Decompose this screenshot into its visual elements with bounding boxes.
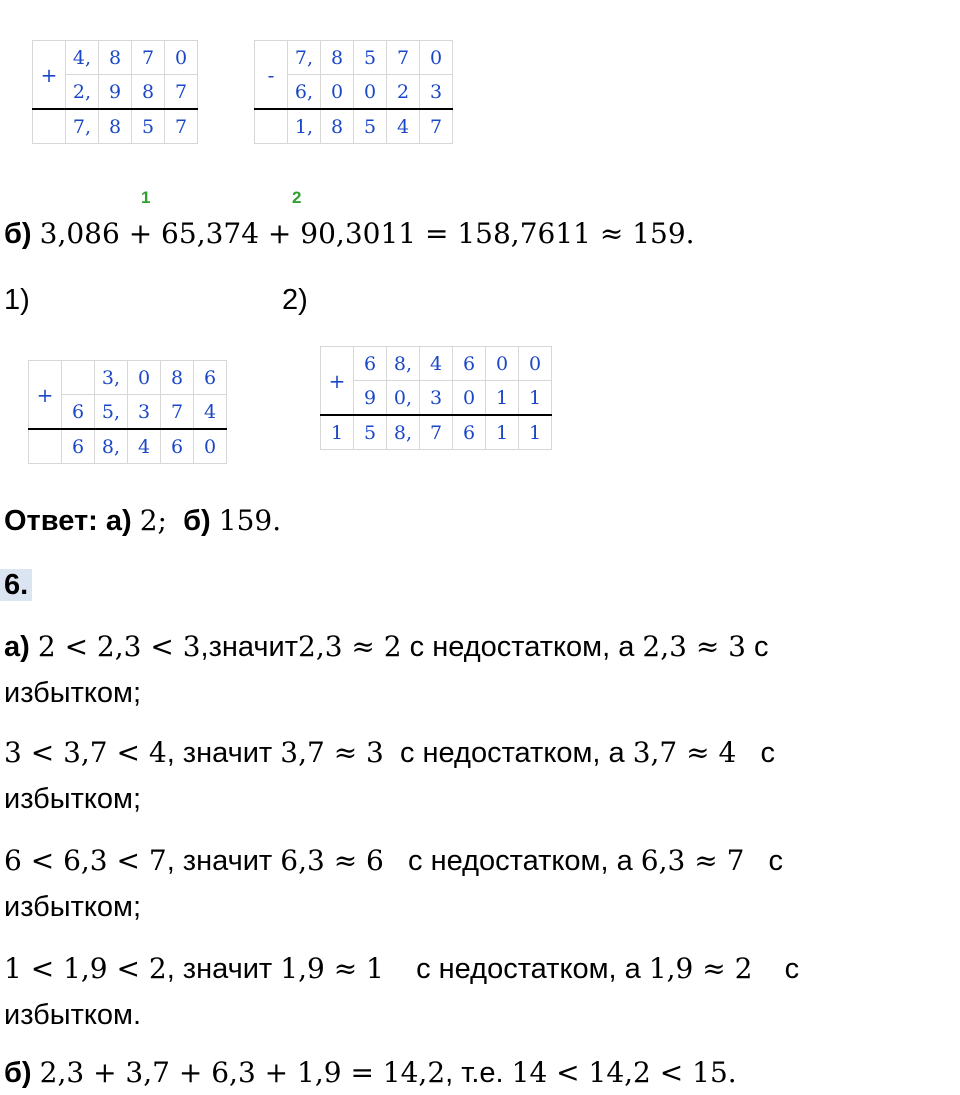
digit: 7 <box>165 109 198 144</box>
digit: 6 <box>194 361 227 395</box>
digit: 3 <box>420 381 453 416</box>
connector-text: с недостатком, а <box>401 631 643 663</box>
line-a-2 <box>4 736 775 771</box>
digit: 3 <box>128 395 161 430</box>
connector-text: с <box>746 631 769 663</box>
digit: 8 <box>99 109 132 144</box>
digit: 3, <box>95 361 128 395</box>
connector-text: с недостатком, а <box>383 737 633 769</box>
column-addition-2 <box>28 360 227 464</box>
digit: 0 <box>194 429 227 464</box>
approx-high: 3,7 ≈ 4 <box>632 736 737 769</box>
operator: - <box>255 41 288 110</box>
answer-b-value: 159. <box>218 504 282 537</box>
connector-text: с недостатком, а <box>383 845 641 877</box>
connector-text: ,значит <box>200 631 298 663</box>
digit: 8, <box>387 415 420 450</box>
part-b-expression: 3,086 + 65,374 + 90,3011 = 158,7611 ≈ 159. <box>39 217 695 250</box>
digit: 0 <box>486 347 519 381</box>
task-number-text: 6. <box>0 569 32 601</box>
column-addition-3 <box>320 346 552 450</box>
digit: 6 <box>62 429 95 464</box>
connector-text: , значит <box>166 953 281 985</box>
digit: 8 <box>321 109 354 144</box>
inequality: 2 < 2,3 < 3 <box>37 630 201 663</box>
digit: 0 <box>165 41 198 75</box>
answer-line <box>4 504 281 539</box>
line-a-3 <box>4 844 783 879</box>
line-a-4-cont: избытком. <box>4 999 142 1031</box>
step-label-2: 2) <box>282 284 308 316</box>
connector-text: , значит <box>166 845 281 877</box>
step-marker-1: 1 <box>141 188 151 207</box>
digit: 0 <box>519 347 552 381</box>
digit: 7, <box>288 41 321 75</box>
digit: 8, <box>387 347 420 381</box>
digit: 1 <box>519 415 552 450</box>
digit: 9 <box>354 381 387 416</box>
digit: 0 <box>128 361 161 395</box>
approx-low: 2,3 ≈ 2 <box>298 630 402 663</box>
digit <box>62 361 95 395</box>
digit: 7 <box>420 415 453 450</box>
digit: 7 <box>387 41 420 75</box>
connector-text: с <box>736 737 775 769</box>
digit: 2 <box>387 75 420 110</box>
column-addition-1 <box>32 40 198 144</box>
digit: 8 <box>99 41 132 75</box>
line-a-3-cont: избытком; <box>4 891 142 923</box>
digit: 1 <box>519 381 552 416</box>
digit: 9 <box>99 75 132 110</box>
part-b-line <box>4 217 695 252</box>
digit: 8 <box>321 41 354 75</box>
digit: 3 <box>420 75 453 110</box>
approx-high: 6,3 ≈ 7 <box>640 844 745 877</box>
empty-cell <box>33 109 66 144</box>
digit: 1, <box>288 109 321 144</box>
digit: 5, <box>95 395 128 430</box>
empty-cell <box>255 109 288 144</box>
part-b-label: б) <box>4 1057 32 1089</box>
digit: 5 <box>354 109 387 144</box>
part-a-label: а) <box>4 631 30 663</box>
digit: 4 <box>194 395 227 430</box>
digit: 1 <box>486 415 519 450</box>
sum-expression: 2,3 + 3,7 + 6,3 + 1,9 = 14,2 <box>39 1056 446 1089</box>
digit: 4 <box>387 109 420 144</box>
line-a-2-cont: избытком; <box>4 783 142 815</box>
digit: 7 <box>165 75 198 110</box>
answer-b-label: б) <box>183 505 211 537</box>
digit: 7, <box>66 109 99 144</box>
digit: 0 <box>354 75 387 110</box>
line-a-4 <box>4 952 799 987</box>
part-b-label: б) <box>4 218 32 250</box>
digit: 6 <box>161 429 194 464</box>
digit: 0 <box>420 41 453 75</box>
line-b <box>4 1056 737 1091</box>
inequality: 1 < 1,9 < 2 <box>4 952 167 985</box>
digit: 7 <box>420 109 453 144</box>
digit: 7 <box>132 41 165 75</box>
empty-cell <box>29 429 62 464</box>
line-a-1 <box>4 630 769 665</box>
inequality: 6 < 6,3 < 7 <box>4 844 167 877</box>
digit: 6 <box>453 347 486 381</box>
operator: + <box>33 41 66 110</box>
digit: 4, <box>66 41 99 75</box>
digit: 6, <box>288 75 321 110</box>
answer-a-value: 2; <box>139 504 167 537</box>
inequality: 14 < 14,2 < 15. <box>511 1056 737 1089</box>
digit: 5 <box>354 415 387 450</box>
connector-text: , т.е. <box>445 1057 512 1089</box>
digit: 0 <box>321 75 354 110</box>
connector-text: с недостатком, а <box>383 953 649 985</box>
digit: 2, <box>66 75 99 110</box>
digit: 1 <box>486 381 519 416</box>
digit: 6 <box>62 395 95 430</box>
digit: 6 <box>354 347 387 381</box>
connector-text: , значит <box>166 737 281 769</box>
digit: 5 <box>354 41 387 75</box>
digit: 1 <box>321 415 354 450</box>
approx-high: 1,9 ≈ 2 <box>648 952 753 985</box>
connector-text: с <box>744 845 784 877</box>
approx-high: 2,3 ≈ 3 <box>642 630 746 663</box>
answer-a-label: а) <box>105 505 132 537</box>
digit: 0, <box>387 381 420 416</box>
digit: 6 <box>453 415 486 450</box>
approx-low: 6,3 ≈ 6 <box>280 844 384 877</box>
step-label-1: 1) <box>4 284 30 316</box>
digit: 8 <box>161 361 194 395</box>
answer-label: Ответ: <box>4 505 98 537</box>
task-number <box>0 568 32 603</box>
step-marker-2: 2 <box>292 188 302 207</box>
digit: 7 <box>161 395 194 430</box>
digit: 4 <box>420 347 453 381</box>
digit: 4 <box>128 429 161 464</box>
digit: 8 <box>132 75 165 110</box>
digit: 8, <box>95 429 128 464</box>
operator: + <box>29 361 62 430</box>
inequality: 3 < 3,7 < 4 <box>4 736 167 769</box>
connector-text: с <box>752 953 800 985</box>
approx-low: 1,9 ≈ 1 <box>280 952 384 985</box>
digit: 5 <box>132 109 165 144</box>
column-subtraction-1 <box>254 40 453 144</box>
operator: + <box>321 347 354 416</box>
line-a-1-cont: избытком; <box>4 677 142 709</box>
digit: 0 <box>453 381 486 416</box>
approx-low: 3,7 ≈ 3 <box>280 736 384 769</box>
